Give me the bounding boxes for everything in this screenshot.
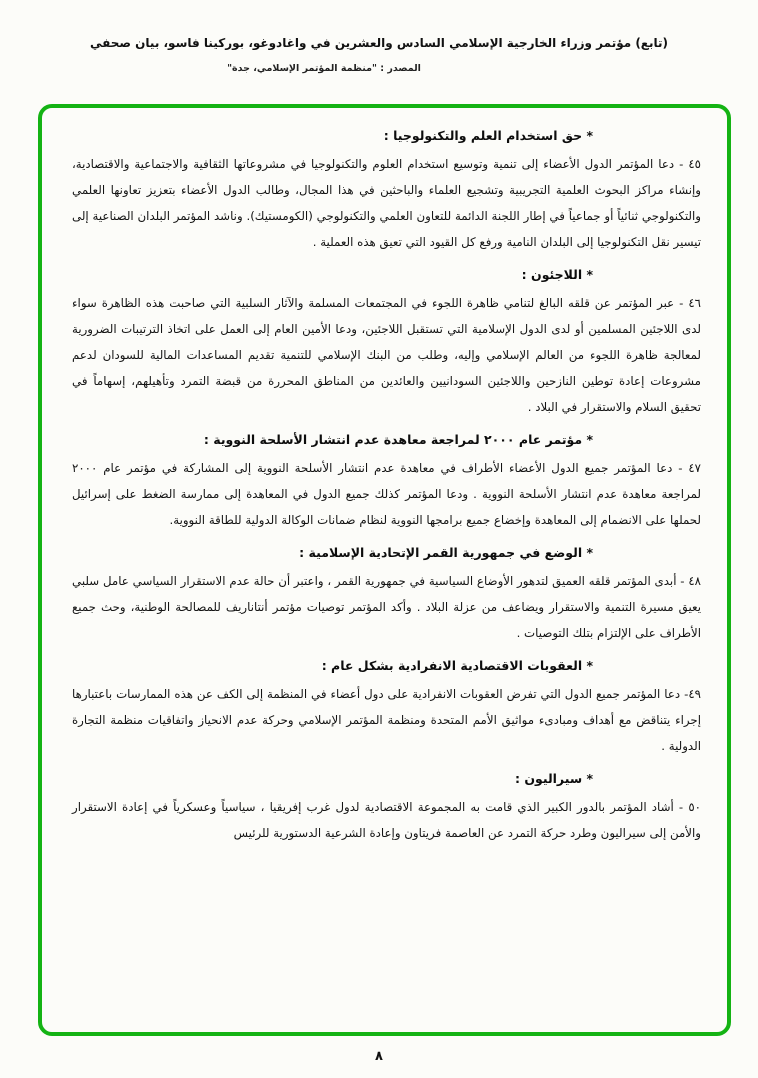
paragraph-text: دعا المؤتمر جميع الدول التي تفرض العقوبات الانفرادية على دول أعضاء في المنظمة إلى الكف عن هذه الممارسات باعتبارها إجراء يتناقض مع أهداف ومبادىء مواثيق الأمم المتحدة ومنظمة المؤتمر الإسلامي وحركة عدم الانحياز واتفاقيات منظمة التجارة الدولية .: [72, 687, 701, 753]
paragraph-number: ٤٨ -: [680, 574, 701, 588]
section-comoros: [72, 545, 701, 646]
page-number: ٨: [375, 1049, 383, 1064]
paragraph-47: [72, 455, 701, 533]
paragraph-number: ٤٩-: [684, 687, 702, 701]
section-sierra-leone: [72, 771, 701, 846]
content-frame: [38, 104, 731, 1036]
paragraph-50: [72, 794, 701, 846]
paragraph-45: [72, 151, 701, 255]
paragraph-text: أبدى المؤتمر قلقه العميق لتدهور الأوضاع السياسية في جمهورية القمر ، واعتبر أن حالة عدم الاستقرار السياسي عامل سلبي يعيق مسيرة التنمية والاستقرار ويضاعف من عزلة البلاد . وأكد المؤتمر توصيات مؤتمر أنتاناريف للمصالحة الوطنية، وحث جميع الأطراف على الإلتزام بتلك التوصيات .: [72, 574, 701, 640]
section-heading: * الوضع في جمهورية القمر الإتحادية الإسلامية :: [299, 545, 593, 560]
section-heading: * حق استخدام العلم والتكنولوجيا :: [383, 128, 593, 143]
section-refugees: [72, 267, 701, 420]
paragraph-text: أشاد المؤتمر بالدور الكبير الذي قامت به المجموعة الاقتصادية لدول غرب إفريقيا ، سياسياً وعسكرياً في إعادة الاستقرار والأمن إلى سيراليون وطرد حركة التمرد عن العاصمة فريتاون وإعادة الشرعية الدستورية للرئيس: [72, 800, 701, 840]
paragraph-46: [72, 290, 701, 420]
document-source: المصدر : "منظمة المؤتمر الإسلامي، جدة": [227, 63, 421, 74]
paragraph-text: عبر المؤتمر عن قلقه البالغ لتنامي ظاهرة اللجوء في المجتمعات المسلمة والآثار السلبية التي صاحبت هذه الظاهرة سواء لدى اللاجئين المسلمين أو لدى الدول الإسلامية التي تستقبل اللاجئين، ودعا الأمين العام إلى العمل على اتخاذ الترتيبات الضرورية لمعالجة ظاهرة اللجوء من العالم الإسلامي وإليه، وطلب من البنك الإسلامي للتنمية تقديم المساعدات المالية للسودان لدعم مشروعات إعادة توطين النازحين واللاجئين السودانيين والعائدين من المناطق المحررة من قبضة التمرد وتأهيلهم، إسهاماً في تحقيق السلام والاستقرار في البلاد .: [72, 296, 701, 414]
paragraph-text: دعا المؤتمر الدول الأعضاء إلى تنمية وتوسيع استخدام العلوم والتكنولوجيا في مشروعاتها الثقافية والاجتماعية والاقتصادية، وإنشاء مراكز البحوث العلمية التجريبية وتشجيع العلماء والباحثين في هذا المجال، وطالب الدول الأعضاء بتعزيز تعاونها العلمي والتكنولوجي ثنائياً أو جماعياً في إطار اللجنة الدائمة للتعاون العلمي والتكنولوجي (الكومستيك). وناشد المؤتمر البلدان الصناعية إلى تيسير نقل التكنولوجيا إلى البلدان النامية ورفع كل القيود التي تعيق هذه العملية .: [72, 157, 701, 249]
document-title: (تابع) مؤتمر وزراء الخارجية الإسلامي السادس والعشرين في واغادوغو، بوركينا فاسو، بيان صحفي: [89, 36, 669, 50]
section-heading: * اللاجئون :: [521, 267, 593, 282]
section-heading: * العقوبات الاقتصادية الانفرادية بشكل عام :: [321, 658, 593, 673]
paragraph-text: دعا المؤتمر جميع الدول الأعضاء الأطراف في معاهدة عدم انتشار الأسلحة النووية إلى المشاركة في مؤتمر عام ٢٠٠٠ لمراجعة معاهدة عدم انتشار الأسلحة النووية . ودعا المؤتمر كذلك جميع الدول في المعاهدة إلى ممارسة الضغط على إسرائيل لحملها على الانضمام إلى المعاهدة وإخضاع جميع برامجها النووية لنظام ضمانات الوكالة الدولية للطاقة النووية.: [72, 461, 701, 527]
paragraph-48: [72, 568, 701, 646]
section-science-technology-rights: [72, 128, 701, 255]
section-heading: * مؤتمر عام ٢٠٠٠ لمراجعة معاهدة عدم انتشار الأسلحة النووية :: [203, 432, 593, 447]
paragraph-number: ٤٧ -: [678, 461, 702, 475]
section-npt-review-2000: [72, 432, 701, 533]
section-heading: * سيراليون :: [515, 771, 593, 786]
paragraph-number: ٥٠ -: [678, 800, 701, 814]
paragraph-number: ٤٥ -: [679, 157, 702, 171]
paragraph-number: ٤٦ -: [679, 296, 702, 310]
section-unilateral-economic-sanctions: [72, 658, 701, 759]
paragraph-49: [72, 681, 701, 759]
